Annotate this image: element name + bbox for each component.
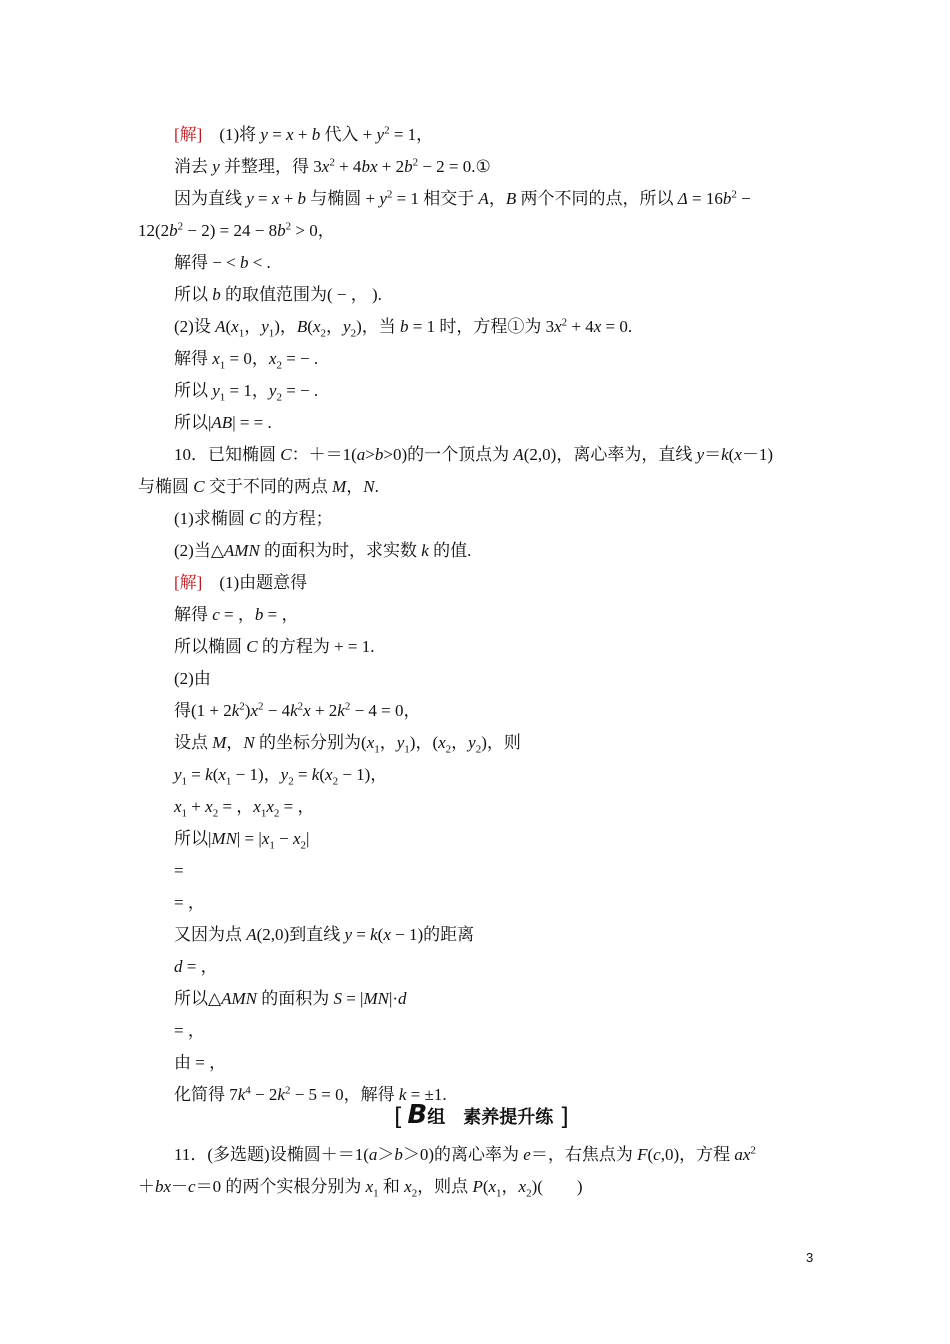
problem-10-part1: (1)求椭圆 C 的方程； (174, 509, 333, 528)
text-line: $y_1 = k(x_1 - 1)$，$y_2 = k(x_2 - 1)$， (174, 765, 388, 788)
text-line: $x_1 + x_2$ = ，$x_1x_2$ = ， (174, 797, 315, 820)
text-line: 消去 y 并整理，得 $3x^2 + 4bx + 2b^2 - 2$ = 0.① (174, 156, 491, 176)
section-letter: B (407, 1100, 428, 1130)
section-header: [ B组 素养提升练 ] (394, 1100, 569, 1131)
text-line: 与椭圆 C 交于不同的两点 M，N. (138, 477, 379, 496)
text-line: 由 = ， (174, 1053, 227, 1072)
text-line: [解] (1)由题意得 (174, 573, 308, 592)
text-line: d = ， (174, 957, 218, 976)
problem-10-part2: (2)当△AMN 的面积为时，求实数 k 的值. (174, 541, 472, 560)
text-line: 因为直线 y = x + b 与椭圆 + $y^2 = 1$ 相交于 A，B 两个不同的点，所以 $\Delta = 16b^2$ − (174, 188, 751, 208)
text-line: 得$(1 + 2k^2)x^2 - 4k^2x + 2k^2 - 4 = 0$， (174, 700, 421, 720)
text-line: 解得 − < b < . (174, 253, 271, 272)
problem-10-stem: 10．已知椭圆 C：＋＝1(a>b>0)的一个顶点为 A(2,0)，离心率为，直线 y＝k(x－1) (174, 445, 774, 464)
text-line: 所以|AB| = = . (174, 413, 272, 432)
text-line: (2)由 (174, 669, 211, 688)
text-line: 所以$|MN| = |x_1 - x_2|$ (174, 829, 310, 852)
problem-number: 10． (174, 445, 208, 464)
text-line: 所以椭圆 C 的方程为 + = 1. (174, 637, 375, 656)
text-line: 又因为点 A(2,0)到直线 y = k(x − 1)的距离 (174, 925, 475, 944)
text-line: 所以 b 的取值范围为( − ， ). (174, 285, 382, 304)
text-line: 设点 M，N 的坐标分别为($x_1$，$y_1$)，($x_2$，$y_2$)，则 (174, 733, 521, 756)
text-line: [解] (1)将 y = x + b 代入 + $y^2 = 1$， (174, 124, 434, 144)
text-line: $12(2b^2 - 2) = 24 - 8b^2 > 0$， (138, 220, 335, 240)
problem-tag: (多选题) (207, 1145, 270, 1164)
problem-11-stem: 11．(多选题)设椭圆＋＝1(a＞b＞0)的离心率为 e＝，右焦点为 F(c,0)，方程 $ax^2$ (174, 1144, 756, 1164)
text-line: 解得 c = ，b = ， (174, 605, 299, 624)
text-line: = ， (174, 1021, 205, 1040)
text-line: = (174, 861, 184, 880)
problem-number: 11． (174, 1145, 208, 1164)
section-title: 组 素养提升练 (427, 1107, 554, 1128)
page-number: 3 (806, 1250, 814, 1265)
text-line: 化简得 $7k^4 - 2k^2 - 5 = 0$，解得 k = ±1. (174, 1084, 447, 1104)
text-line: 所以 $y_1 = 1$，$y_2$ = − . (174, 381, 319, 404)
text-line: ＋bx－c＝0 的两个实根分别为 $x_1$ 和 $x_2$，则点 $P(x_1$，$x_2$)( ) (138, 1177, 583, 1200)
text-line: = ， (174, 893, 205, 912)
text-line: (2)设 $A(x_1$，$y_1$)，$B(x_2$，$y_2$)，当 b = 1 时，方程①为 $3x^2 + 4x = 0$. (174, 316, 633, 340)
solution-tag: [解] (174, 125, 203, 144)
solution-tag: [解] (174, 573, 203, 592)
text-line: 解得 $x_1 = 0$，$x_2$ = − . (174, 349, 319, 372)
text-line: 所以△AMN 的面积为 S = |MN|·d (174, 989, 407, 1008)
